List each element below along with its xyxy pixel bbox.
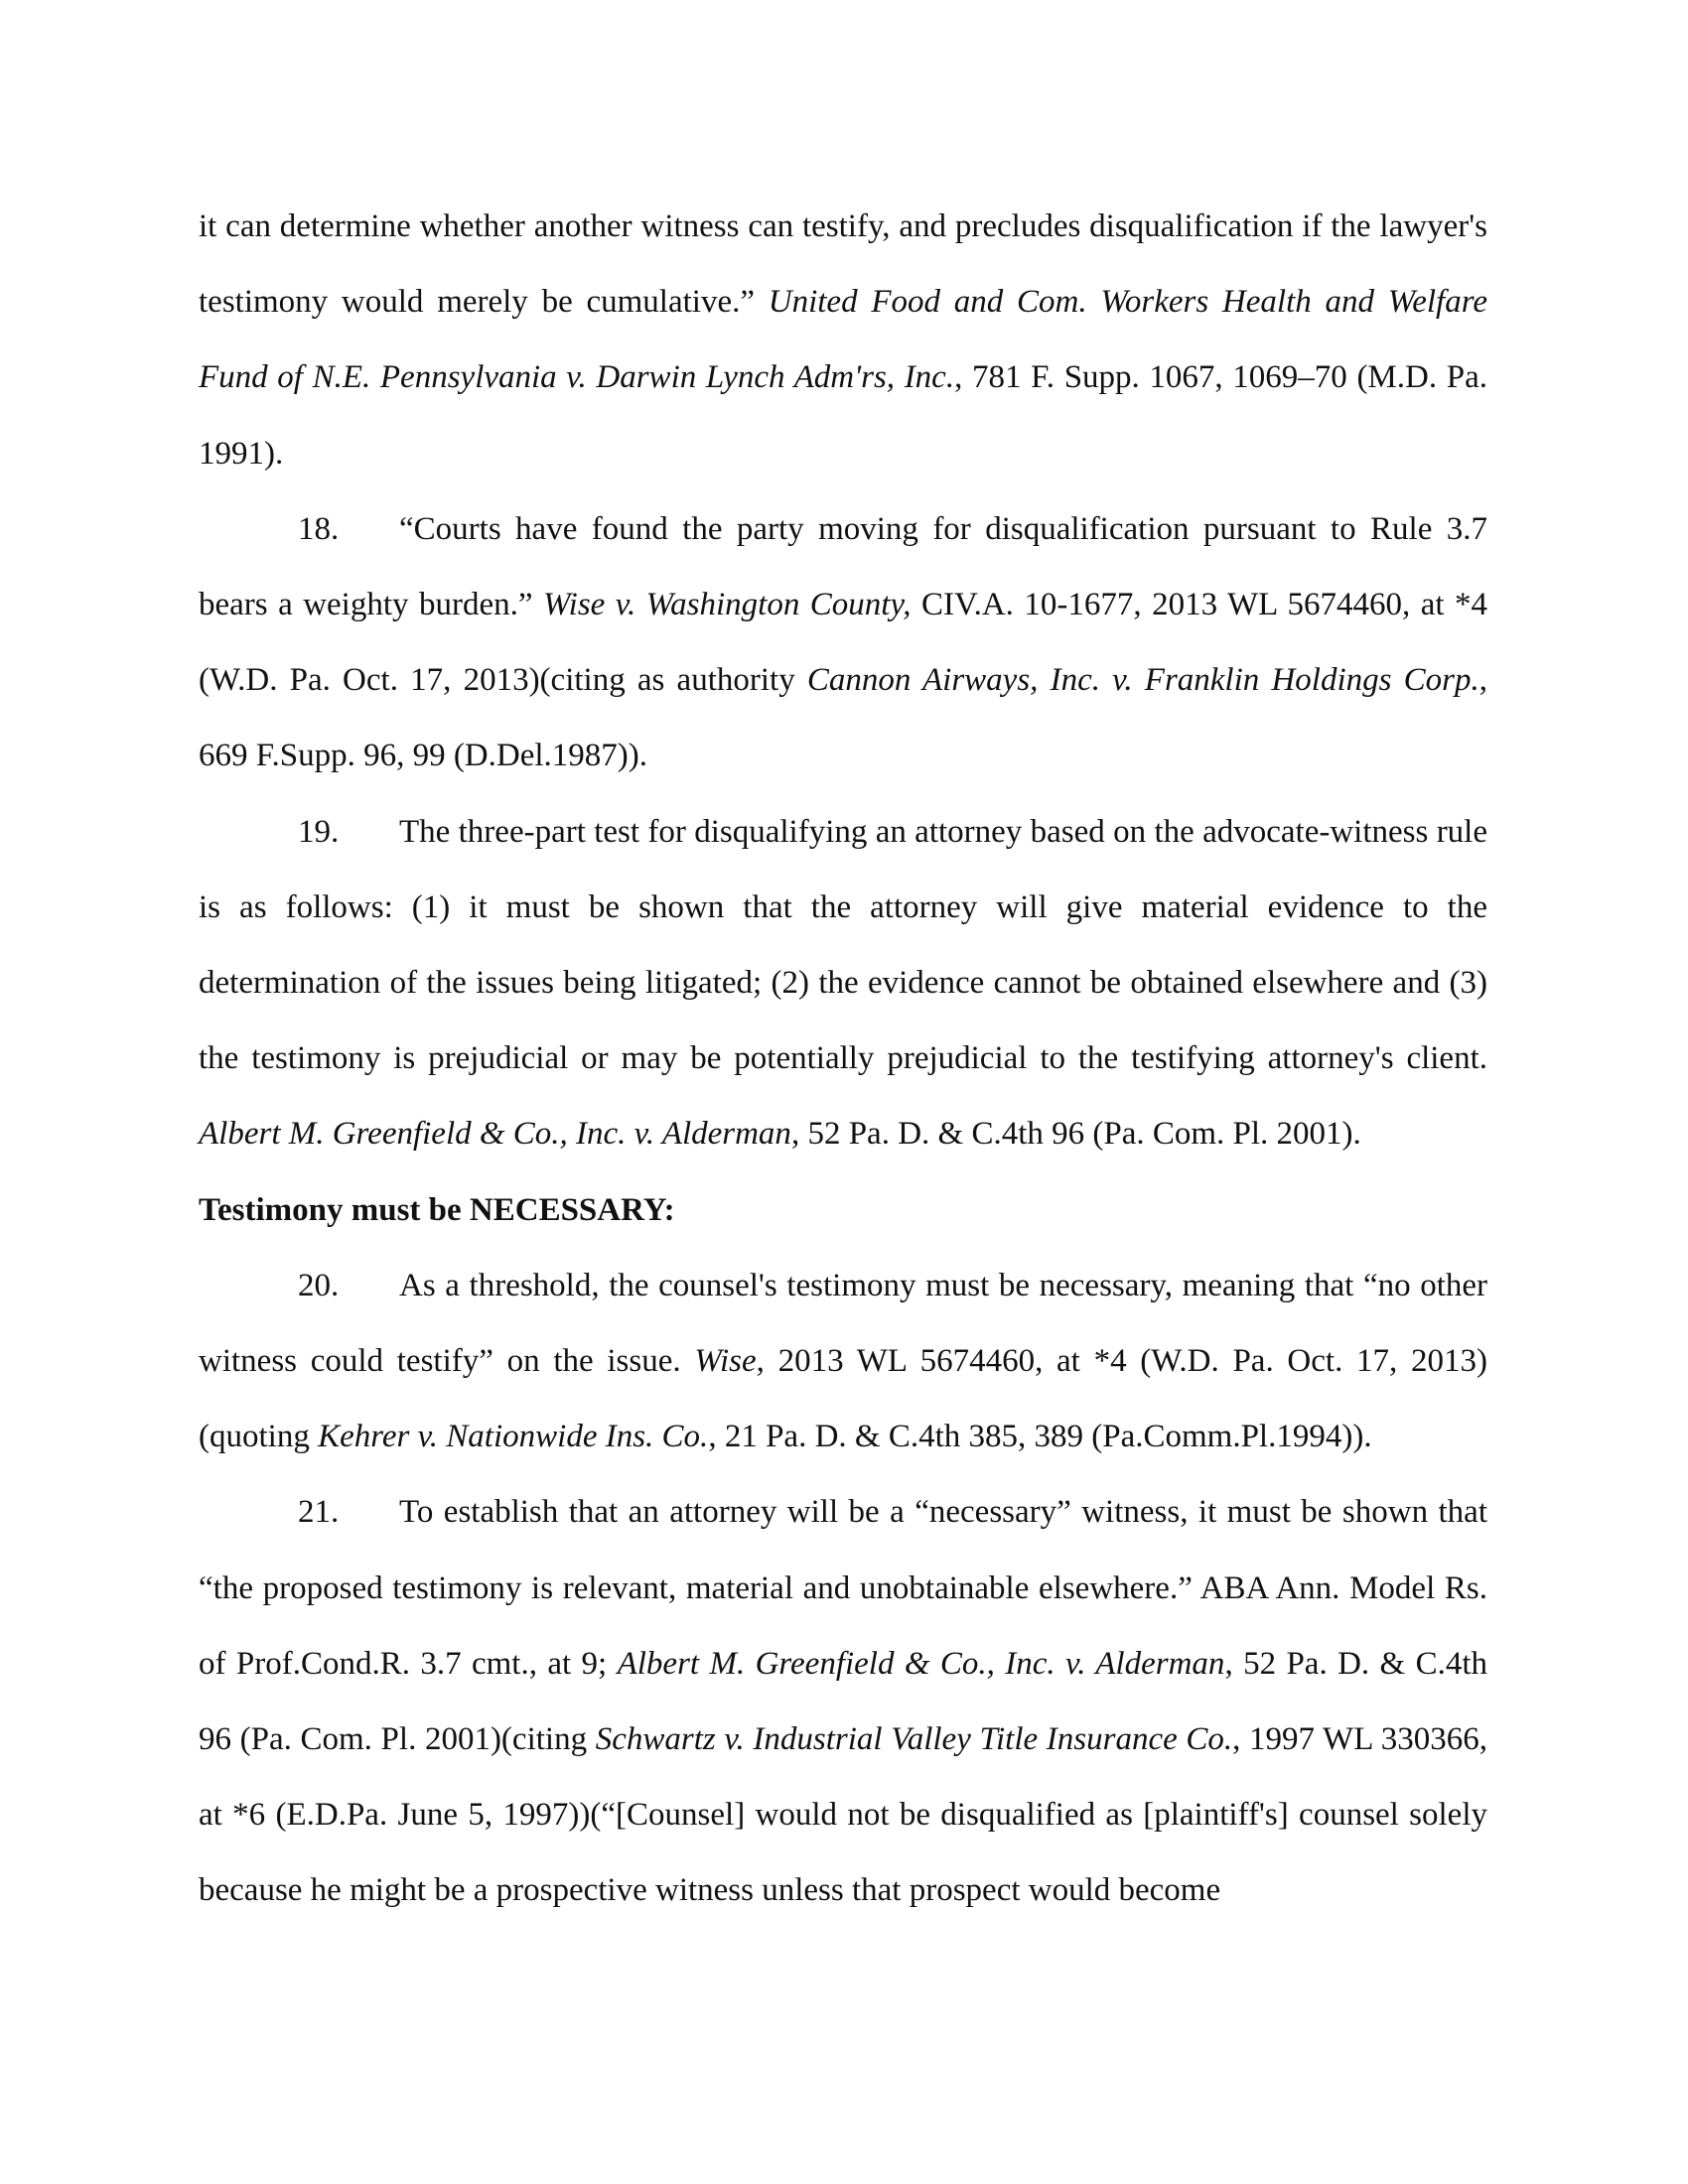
p19-citation-greenfield: Albert M. Greenfield & Co., Inc. v. Alderman xyxy=(199,1116,791,1153)
paragraph-20 xyxy=(199,1248,1487,1475)
paragraph-number-21: 21. xyxy=(298,1494,340,1531)
p20-citation-kehrer: Kehrer v. Nationwide Ins. Co. xyxy=(318,1419,709,1455)
p17-run-0: it can determine whether another witness can testify, and precludes disqualification if the lawyer's testimony would merely be cumulative.” xyxy=(199,208,1487,321)
paragraph-21 xyxy=(199,1474,1487,1928)
p20-citation-wise: Wise xyxy=(694,1343,757,1380)
p21-citation-greenfield: Albert M. Greenfield & Co., Inc. v. Alderman xyxy=(617,1645,1225,1682)
paragraph-number-18: 18. xyxy=(298,510,340,547)
p20-run-2: , 2013 WL 5674460, at *4 (W.D. Pa. Oct. 17, 2013)(quoting xyxy=(199,1343,1488,1455)
p19-run-2: , 52 Pa. D. & C.4th 96 (Pa. Com. Pl. 2001). xyxy=(790,1116,1361,1153)
p17-citation-united-food: United Food and Com. Workers Health and Welfare Fund of N.E. Pennsylvania v. Darwin Lynch Adm'rs, Inc. xyxy=(199,284,1487,396)
p18-run-0: “Courts have found the party moving for disqualification pursuant to Rule 3.7 bears a weighty burden.” xyxy=(199,510,1487,623)
paragraph-number-19: 19. xyxy=(298,813,340,850)
p21-citation-schwartz: Schwartz v. Industrial Valley Title Insurance Co. xyxy=(595,1721,1233,1758)
paragraph-17-continued xyxy=(199,189,1487,491)
p20-run-0: As a threshold, the counsel's testimony must be necessary, meaning that “no other witness could testify” on the issue. xyxy=(199,1267,1487,1380)
p21-run-4: , 1997 WL 330366, at *6 (E.D.Pa. June 5, 1997))(“[Counsel] would not be disqualified as [plaintiff's] counsel solely because he might be a prospective witness unless that prospect would become xyxy=(199,1721,1487,1909)
document-body xyxy=(199,189,1487,1929)
p18-citation-wise: Wise v. Washington County, xyxy=(542,587,912,623)
p21-run-0: To establish that an attorney will be a “necessary” witness, it must be shown that “the proposed testimony is relevant, material and unobtainable elsewhere.” ABA Ann. Model Rs. of Prof.Cond.R. 3.7 cmt., at 9; xyxy=(199,1494,1487,1682)
p18-citation-cannon: Cannon Airways, Inc. v. Franklin Holdings Corp. xyxy=(806,662,1479,699)
paragraph-19 xyxy=(199,794,1487,1172)
p21-run-2: , 52 Pa. D. & C.4th 96 (Pa. Com. Pl. 2001)(citing xyxy=(199,1645,1488,1758)
p17-run-2: , 781 F. Supp. 1067, 1069–70 (M.D. Pa. 1991). xyxy=(199,359,1487,472)
paragraph-18 xyxy=(199,491,1487,794)
p18-run-2: CIV.A. 10-1677, 2013 WL 5674460, at *4 (W.D. Pa. Oct. 17, 2013)(citing as authority xyxy=(199,587,1487,699)
p19-run-0: The three-part test for disqualifying an attorney based on the advocate-witness rule is as follows: (1) it must be shown that the attorney will give material evidence to the determination of the issues being litigated; (2) the evidence cannot be obtained elsewhere and (3) the testimony is prejudicial or may be potentially prejudicial to the testifying attorney's client. xyxy=(199,813,1487,1077)
section-heading: Testimony must be NECESSARY: xyxy=(199,1191,675,1228)
paragraph-number-20: 20. xyxy=(298,1267,340,1303)
p18-run-4: , 669 F.Supp. 96, 99 (D.Del.1987)). xyxy=(199,662,1488,774)
p20-run-4: , 21 Pa. D. & C.4th 385, 389 (Pa.Comm.Pl.1994)). xyxy=(708,1419,1372,1455)
